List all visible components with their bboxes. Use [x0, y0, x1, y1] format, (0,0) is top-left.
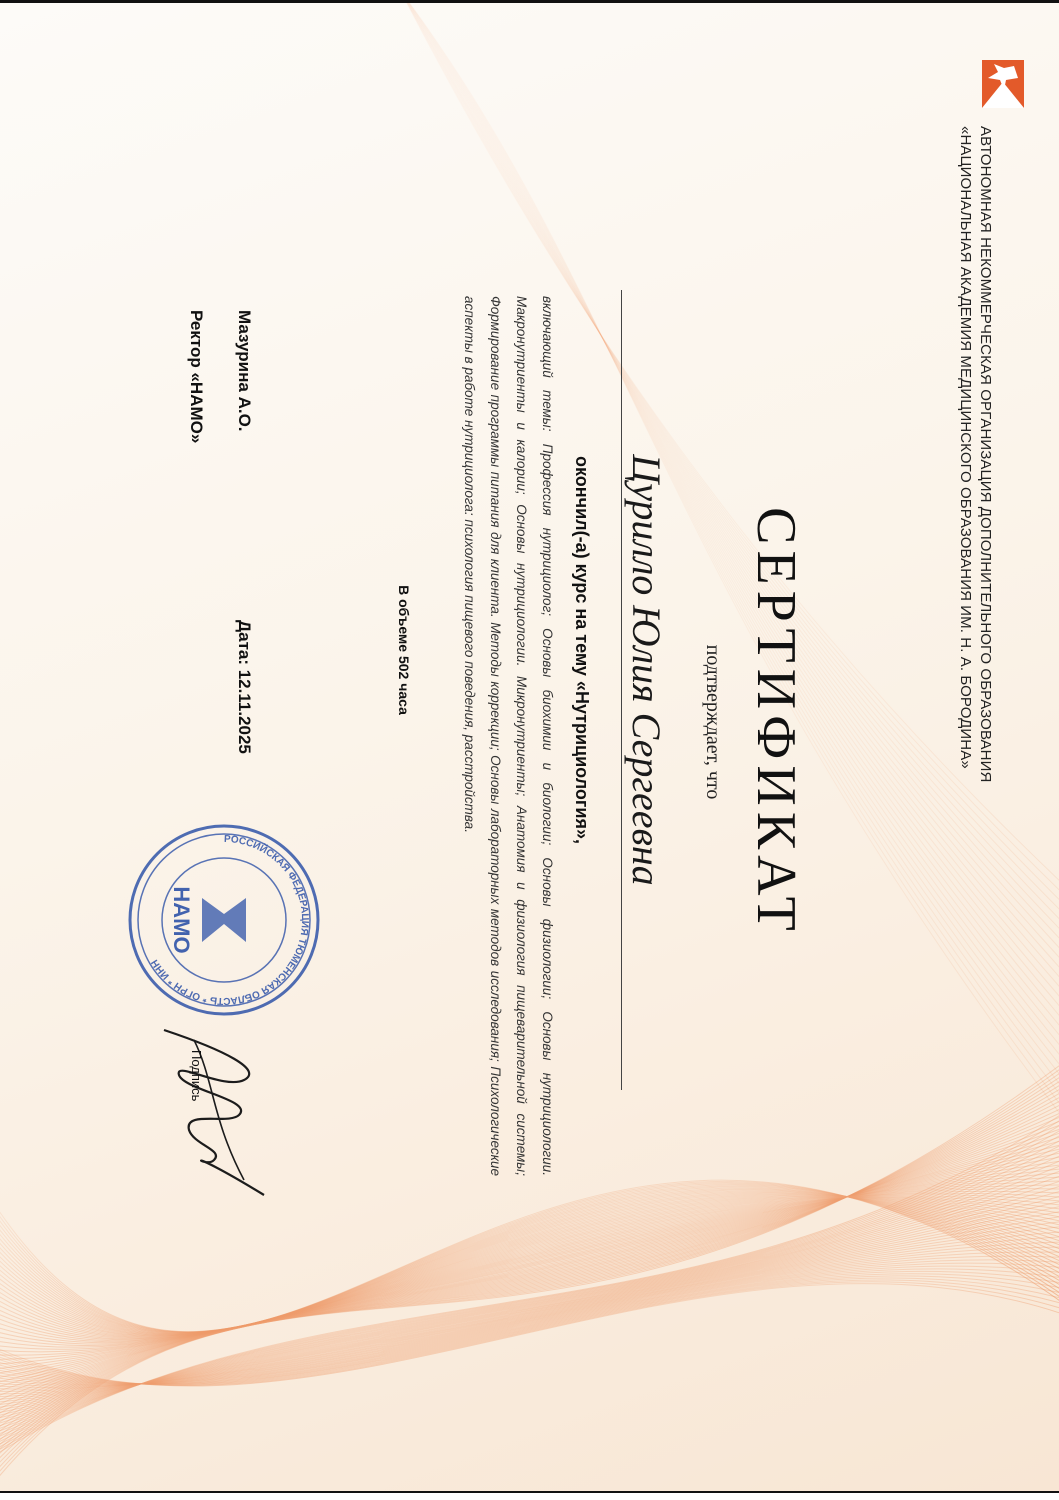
- signer-position: Ректор «НАМО»: [187, 310, 206, 444]
- topics-label: включающий темы:: [540, 296, 555, 432]
- certificate-title: СЕРТИФИКАТ: [745, 507, 807, 937]
- signature-label: Подпись: [189, 1050, 204, 1102]
- certificate-content: [84, 60, 1024, 1360]
- issue-date: Дата: 12.11.2025: [235, 620, 254, 754]
- organization-name-line-2: «НАЦИОНАЛЬНАЯ АКАДЕМИЯ МЕДИЦИНСКОГО ОБРАЗОВАНИЯ ИМ. Н. А. БОРОДИНА»: [957, 126, 974, 769]
- handwritten-signature: [144, 1020, 284, 1200]
- scan-top-edge: [0, 0, 1059, 3]
- course-topics: [456, 296, 560, 1176]
- course-hours: В объеме 502 часа: [396, 585, 412, 715]
- organization-name-line-1: АВТОНОМНАЯ НЕКОММЕРЧЕСКАЯ ОРГАНИЗАЦИЯ ДОПОЛНИТЕЛЬНОГО ОБРАЗОВАНИЯ: [977, 126, 994, 783]
- official-stamp-seal: [124, 820, 324, 1020]
- confirms-text: подтверждает, что: [702, 644, 724, 800]
- signer-name: Мазурина А.О.: [235, 310, 254, 432]
- stamp-ring-text: РОССИЙСКАЯ ФЕДЕРАЦИЯ ТЮМЕНСКАЯ ОБЛАСТЬ * ОГРН * ИНН: [149, 833, 311, 1007]
- name-underline: [621, 290, 622, 1090]
- scan-bottom-edge: [0, 1491, 1059, 1500]
- stamp-center-text: НАМО: [169, 886, 194, 954]
- topics-list: Профессия нутрициолог; Основы биохимии и биологии; Основы физиологии; Основы нутрициологии. Макронутриенты и калории; Основы нутрициологии. Микронутриенты; Анатомия и физиология пищеварительной системы; Формирование программы питания для клиента. Методы коррекции; Основы лабораторных методов исследования; Психологические аспекты в работе нутрициолога: психология пищевого поведения, расстройства.: [462, 296, 555, 1176]
- academy-logo-icon: [982, 60, 1024, 108]
- recipient-name: Цуриллo Юлия Сергеевна: [624, 454, 669, 886]
- course-completed-text: окончил(-а) курс на тему «Нутрициология»,: [572, 456, 592, 844]
